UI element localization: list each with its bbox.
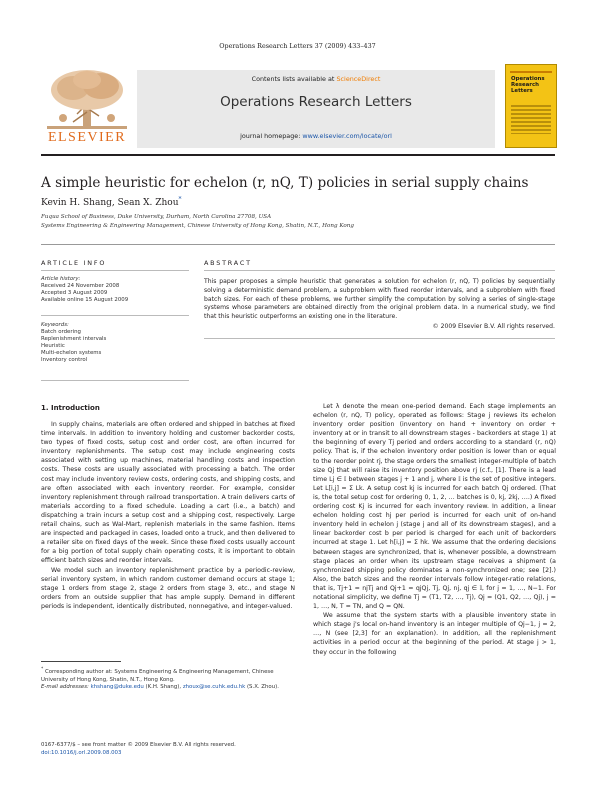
cover-decoration [511,105,551,137]
email-label: E-mail addresses: [41,684,89,691]
contents-prefix: Contents lists available at [251,75,337,83]
publisher-wordmark: ELSEVIER [47,130,127,145]
email-owner: (S.X. Zhou). [246,684,279,691]
abstract-copyright: © 2009 Elsevier B.V. All rights reserved. [432,323,555,330]
article-info-heading: ARTICLE INFO [41,259,107,267]
banner-divider [41,154,555,156]
contents-availability [137,75,495,83]
article-title: A simple heuristic for echelon (r, nQ, T) policies in serial supply chains [41,175,529,191]
keyword-item: Batch ordering [41,329,81,335]
article-info-rule [41,315,189,316]
body-paragraph: Let λ denote the mean one-period demand. Each stage implements an echelon (r, nQ, T) policy, operated as follows: Stage j reviews its echelon inventory order position (inventory on hand + inventory on order + inventory at or in transit to all downstream stages - backorders at stage 1) at the beginning of every Tj period and orders according to a standard (r, nQ) policy. That is, if the echelon inventory order position is lower than or equal to the reorder point rj, the stage orders the smallest integer-multiple of batch size Qj that will raise its inventory position above rj (c.f., [1]. There is a lead time Lj ∈ 𝕀 between stages j + 1 and j, where 𝕀 is the set of positive integers. Let L[i,j] = Σ Lk. A setup cost kj is incurred for each batch Qj ordered. (That is, the total setup cost for ordering 0, 1, 2, … batches is 0, kj, 2kj, ….) A fixed ordering cost Kj is incurred for each inventory review. In addition, a linear echelon holding cost hj per period is incurred for each unit of on-hand inventory held in echelon j (stage j and all of its downstream stages), and a linear backorder cost b per period is charged for each unit of backorders incurred at stage 1. Let h[i,j] = Σ hk. We assume that the ordering decisions between stages are synchronized, that is, whenever possible, a downstream stage places an order when its upstream stage receives a shipment (a synchronized shipping policy dominates a non-synchronized one; see [2].) Also, the batch sizes and the reorder intervals follow integer-ratio relations, that is, Tj+1 = njTj and Qj+1 = qjQj, Tj, Qj, nj, qj ∈ 𝕀, for j = 1, …, N−1. For notational simplicity, we define Tj = (T1, T2, …, Tj), Qj = (Q1, Q2, …, Qj), j = 1, …, N, T = TN, and Q = QN. [313,403,556,611]
footnote-mark: * [41,667,44,672]
body-paragraph: We assume that the system starts with a plausible inventory state in which stage j's local on-hand inventory is an integer multiple of Qj−1, j = 2, …, N (see [2,3] for an explanation). In addition, all the replenishment activities in a period occur at the beginning of the period. At stage j > 1, they occur in the following [313,612,556,656]
elsevier-logo[interactable] [41,64,133,149]
journal-name: Operations Research Letters [220,94,412,110]
journal-citation-line: Operations Research Letters 37 (2009) 433–437 [219,42,376,50]
sciencedirect-link[interactable]: ScienceDirect [336,75,381,83]
history-online: Available online 15 August 2009 [41,297,129,303]
author-names: Kevin H. Shang, Sean X. Zhou [41,198,179,208]
footnote-corresponding [41,666,295,684]
body-column-right [313,402,556,657]
author-list [41,196,182,208]
article-info-rule [41,380,189,381]
front-matter-meta [41,742,295,757]
body-paragraph: We model such an inventory replenishment practice by a periodic-review, serial inventory system, in which random customer demand occurs at stage 1; stage 1 orders from stage 2, stage 2 orders from stage 3, etc., and stage N orders from an outside supplier that has ample supply. Demand in different periods is independent, identically distributed, nonnegative, and integer-valued. [41,566,295,610]
homepage-prefix: journal homepage: [240,132,303,140]
history-label: Article history: [41,276,81,282]
journal-masthead [137,70,495,148]
keyword-item: Replenishment intervals [41,336,107,342]
keyword-item: Multi-echelon systems [41,350,102,356]
keywords [41,322,189,364]
keyword-item: Heuristic [41,343,65,349]
issn-line: 0167-6377/$ – see front matter © 2009 Elsevier B.V. All rights reserved. [41,742,236,748]
section-heading: 1. Introduction [41,404,100,412]
elsevier-tree-icon [43,68,131,130]
corresponding-author-mark[interactable]: * [178,196,182,203]
footnote-rule [41,661,121,662]
article-history [41,276,189,304]
affiliation-duke: Fuqua School of Business, Duke University, Durham, North Carolina 27708, USA [41,214,272,220]
keyword-item: Inventory control [41,357,88,363]
cover-strip [510,71,552,73]
affiliation-cuhk: Systems Engineering & Engineering Management, Chinese University of Hong Kong, Shatin, N.T., Hong Kong [41,223,354,229]
abstract-rule [204,338,555,339]
journal-cover-thumbnail[interactable] [505,64,557,148]
body-paragraph: In supply chains, materials are often ordered and shipped in batches at fixed time intervals. In addition to inventory holding and customer backorder costs, two types of fixed costs, setup cost and order cost, are often incurred for inventory replenishments. The setup cost may include engineering costs associated with setting up machines, material handling costs and inspection costs. These costs are usually associated with processing a batch. The order cost may include inventory review costs, ordering costs, and shipping costs, and are often associated with each inventory reorder. For example, consider inventory replenishment through railroad transportation. A train delivers carts of materials according to a fixed schedule. Loading a cart (i.e., a batch) and dispatching a train incurs a setup cost and a shipping cost, respectively. Large retail chains, such as Wal-Mart, replenish materials in the same fashion. Items are inspected and packaged in cases, loaded onto a truck, and then delivered to a retailer site on fixed days of the week. Since these fixed costs usually account for a big portion of total supply chain operating costs, it is important to obtain efficient batch sizes and reorder intervals. [41,421,295,565]
keywords-label: Keywords: [41,322,69,328]
email-link-shang[interactable]: khshang@duke.edu [90,684,144,691]
body-column-left [41,420,295,611]
email-link-zhou[interactable]: zhoux@se.cuhk.edu.hk [182,684,246,691]
article-info-rule [41,270,189,271]
cover-title: Operations Research Letters [511,76,545,94]
footnote-text: Corresponding author at: Systems Engineering & Engineering Management, Chinese University of Hong Kong, Shatin, N.T., Hong Kong. [41,668,274,683]
footnote [41,666,295,692]
journal-banner [41,64,555,149]
footnote-emails [41,684,295,692]
doi-link[interactable]: doi:10.1016/j.orl.2009.08.003 [41,749,122,756]
history-received: Received 24 November 2008 [41,283,120,289]
homepage-link[interactable]: www.elsevier.com/locate/orl [302,132,392,140]
journal-homepage [137,132,495,140]
email-owner: (K.H. Shang), [145,684,182,691]
header-divider [41,244,555,245]
abstract-text: This paper proposes a simple heuristic that generates a solution for echelon (r, nQ, T) policies by sequentially solving a deterministic demand problem, a subproblem with fixed reorder intervals, and a subproblem with fixed batch sizes. For each of these problems, we further simplify the computation by solving a series of single-stage systems whose parameters are obtained directly from the original problem data. In a numerical study, we find that this heuristic outperforms an existing one in the literature. [204,278,555,321]
abstract-heading: ABSTRACT [204,259,252,267]
history-accepted: Accepted 3 August 2009 [41,290,108,296]
abstract-rule [204,270,555,271]
